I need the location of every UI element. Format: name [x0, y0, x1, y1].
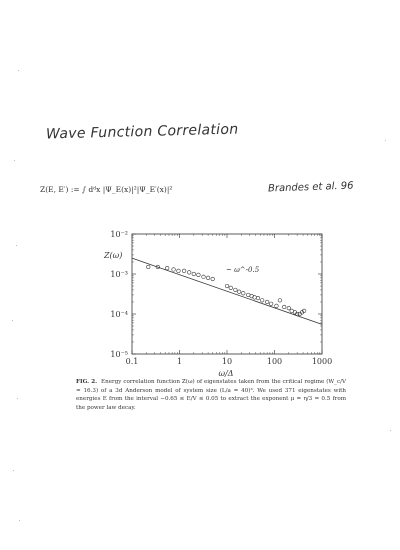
- scan-speckle: [19, 520, 20, 521]
- caption-label: FIG. 2.: [76, 379, 98, 385]
- scan-speckle: [385, 140, 386, 141]
- data-point: [275, 304, 279, 308]
- data-point: [260, 299, 264, 303]
- x-tick-label: 1000: [311, 357, 333, 366]
- data-point: [197, 273, 201, 277]
- x-axis-label: ω/Δ: [218, 369, 234, 378]
- power-law-annotation: ~ ω^-0.5: [226, 266, 260, 274]
- data-point: [269, 302, 273, 306]
- y-tick-label: 10⁻³: [110, 270, 128, 279]
- data-point: [172, 268, 176, 272]
- x-tick-label: 1: [176, 357, 183, 366]
- data-point: [177, 269, 181, 273]
- scan-speckle: [18, 70, 19, 71]
- plot-frame: [132, 234, 322, 354]
- data-point: [146, 265, 150, 269]
- y-tick-label: 10⁻⁵: [110, 350, 128, 359]
- data-point: [165, 266, 169, 270]
- y-axis-label: Z(ω): [104, 251, 123, 260]
- data-point: [192, 272, 196, 276]
- scan-speckle: [390, 430, 391, 431]
- handwritten-reference: Brandes et al. 96: [267, 180, 354, 195]
- scan-speckle: [13, 470, 14, 471]
- data-point: [206, 276, 210, 280]
- data-point: [256, 296, 260, 300]
- x-tick-label: 10: [221, 357, 233, 366]
- data-point: [246, 293, 250, 297]
- data-point: [234, 288, 238, 292]
- correlation-formula: Z(E, E′) := ∫ dᵈx |Ψ_E(x)|²|Ψ_E′(x)|²: [40, 185, 173, 194]
- x-tick-label: 0.1: [125, 357, 139, 366]
- scan-speckle: [12, 320, 13, 321]
- data-point: [187, 271, 191, 275]
- data-point: [237, 290, 241, 294]
- figure-caption: [76, 378, 346, 412]
- caption-text: Energy correlation function Z(ω) of eigenstates taken from the critical regime (W_c/V = 16.3) of a 3d Anderson model of system size (L/a = 40)³. We used 371 eigenstates with energies E from the interval −0.65 ≤ E/V ≤ 0.05 to extract the exponent μ = η/3 = 0.5 from the power law decay.: [76, 379, 347, 411]
- data-point: [287, 306, 291, 310]
- data-point: [202, 275, 206, 279]
- handwritten-title: Wave Function Correlation: [45, 121, 239, 143]
- data-point: [225, 284, 229, 288]
- data-point: [241, 291, 245, 295]
- data-point: [229, 286, 233, 290]
- x-tick-label: 100: [266, 357, 283, 366]
- scan-speckle: [16, 245, 17, 246]
- data-point: [265, 300, 269, 304]
- data-point: [182, 269, 186, 273]
- y-tick-label: 10⁻²: [110, 230, 128, 239]
- scan-speckle: [17, 398, 18, 399]
- y-tick-label: 10⁻⁴: [110, 310, 128, 319]
- data-point: [278, 299, 282, 303]
- scan-speckle: [14, 160, 15, 161]
- data-point: [211, 277, 215, 281]
- data-point: [282, 305, 286, 309]
